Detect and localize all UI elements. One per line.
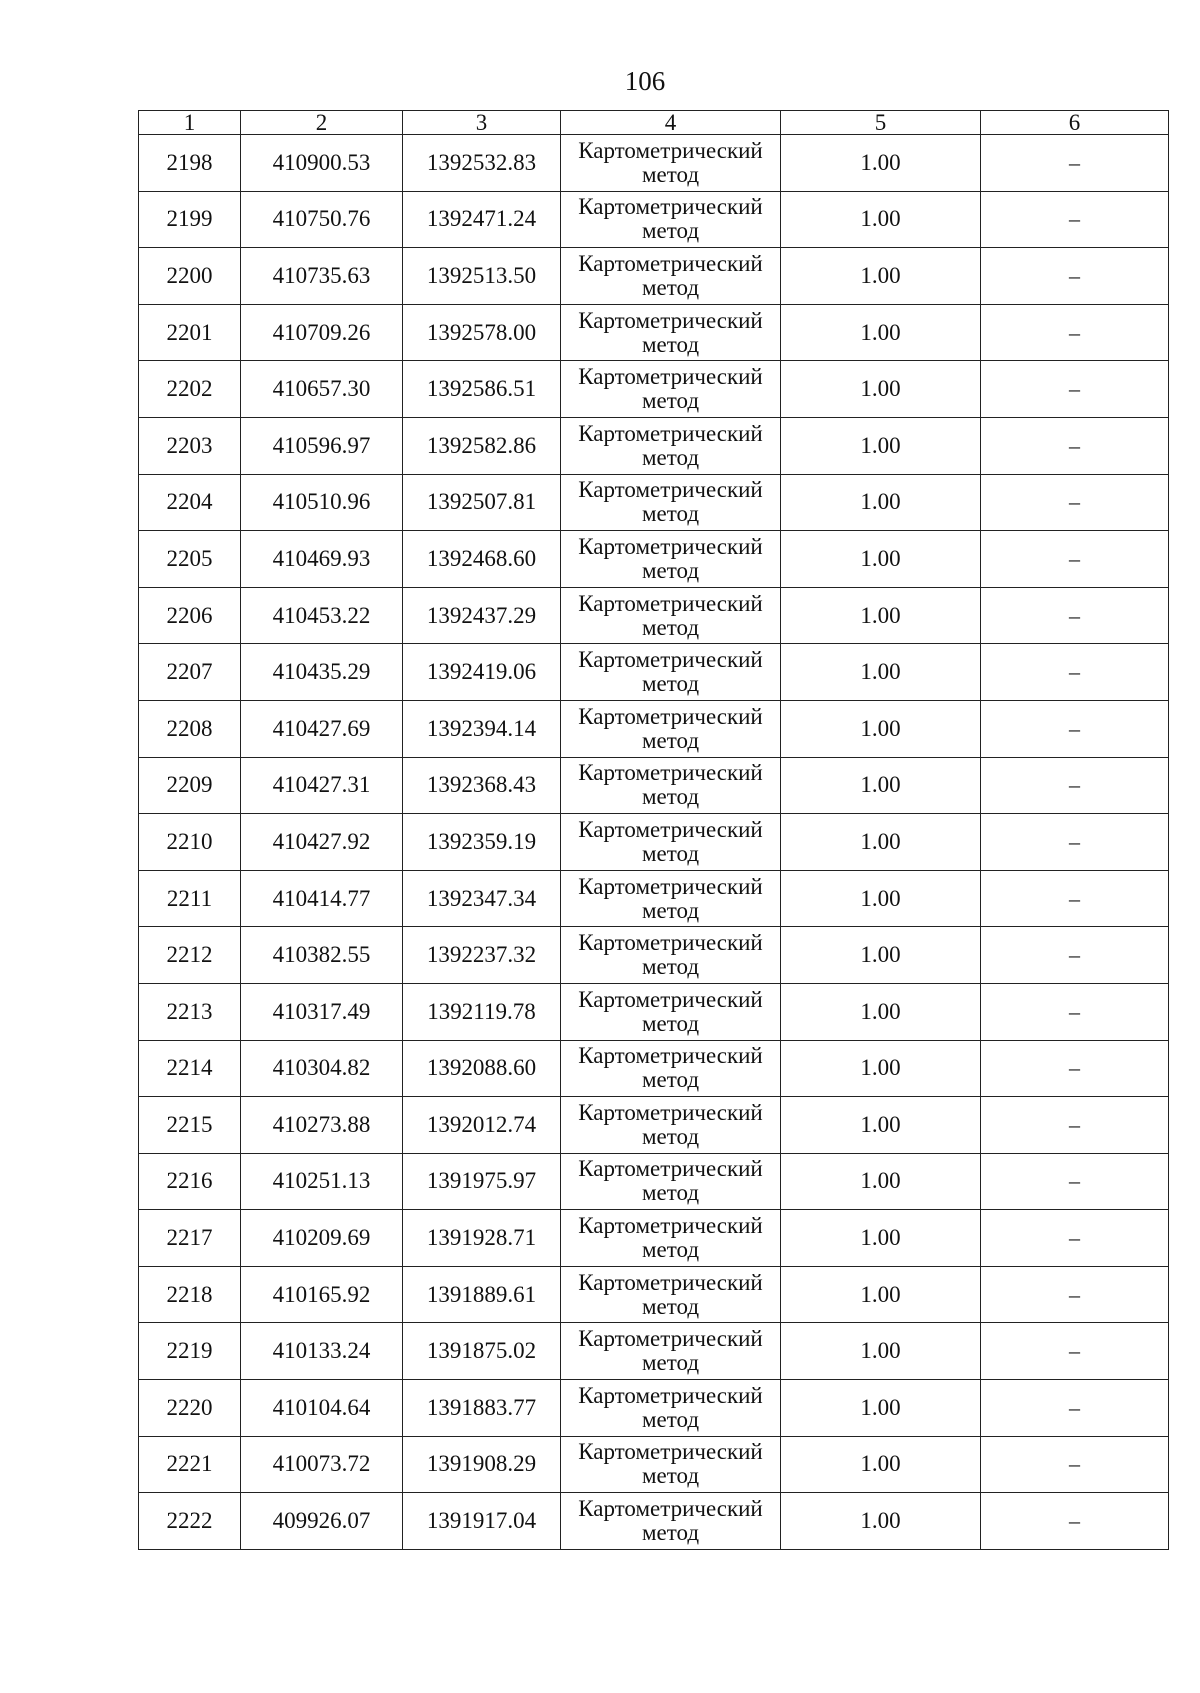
note: –	[981, 1210, 1169, 1267]
accuracy: 1.00	[781, 587, 981, 644]
accuracy: 1.00	[781, 474, 981, 531]
method-line-2: метод	[641, 840, 700, 866]
point-number: 2199	[139, 191, 241, 248]
accuracy: 1.00	[781, 1266, 981, 1323]
table-row	[139, 587, 1169, 644]
method-line-2: метод	[641, 1180, 700, 1206]
coordinate-y: 1392586.51	[403, 361, 561, 418]
note: –	[981, 700, 1169, 757]
method-line-1: Картометрический	[578, 1043, 763, 1069]
method-line-2: метод	[641, 1237, 700, 1263]
coordinate-y: 1391889.61	[403, 1266, 561, 1323]
point-number: 2210	[139, 814, 241, 871]
method-cell	[561, 304, 781, 361]
page-number: 106	[624, 66, 666, 96]
accuracy: 1.00	[781, 1323, 981, 1380]
method-line-1: Картометрический	[578, 986, 763, 1012]
coordinate-x: 410073.72	[241, 1436, 403, 1493]
method-line-1: Картометрический	[578, 930, 763, 956]
method-line-1: Картометрический	[578, 307, 763, 333]
method-cell	[561, 1040, 781, 1097]
table-row	[139, 814, 1169, 871]
accuracy: 1.00	[781, 248, 981, 305]
method-line-1: Картометрический	[578, 1439, 763, 1465]
coordinate-x: 410735.63	[241, 248, 403, 305]
coordinate-y: 1391908.29	[403, 1436, 561, 1493]
method-cell	[561, 870, 781, 927]
coordinates-table	[138, 110, 1169, 1550]
point-number: 2222	[139, 1493, 241, 1550]
method-cell	[561, 191, 781, 248]
coordinate-x: 410133.24	[241, 1323, 403, 1380]
coordinate-y: 1392471.24	[403, 191, 561, 248]
method-line-2: метод	[641, 1067, 700, 1093]
coordinate-x: 410273.88	[241, 1097, 403, 1154]
coordinate-x: 410414.77	[241, 870, 403, 927]
method-line-1: Картометрический	[578, 647, 763, 673]
coordinate-y: 1392368.43	[403, 757, 561, 814]
method-line-2: метод	[641, 161, 700, 187]
accuracy: 1.00	[781, 304, 981, 361]
table-row	[139, 474, 1169, 531]
method-line-2: метод	[641, 1463, 700, 1489]
coordinate-y: 1392394.14	[403, 700, 561, 757]
accuracy: 1.00	[781, 361, 981, 418]
method-cell	[561, 1323, 781, 1380]
coordinate-y: 1392088.60	[403, 1040, 561, 1097]
method-line-2: метод	[641, 274, 700, 300]
point-number: 2208	[139, 700, 241, 757]
table-row	[139, 870, 1169, 927]
method-line-1: Картометрический	[578, 250, 763, 276]
note: –	[981, 814, 1169, 871]
accuracy: 1.00	[781, 417, 981, 474]
point-number: 2200	[139, 248, 241, 305]
column-header: 4	[561, 111, 781, 135]
table-row	[139, 700, 1169, 757]
accuracy: 1.00	[781, 814, 981, 871]
method-line-2: метод	[641, 954, 700, 980]
accuracy: 1.00	[781, 1210, 981, 1267]
method-line-1: Картометрический	[578, 1269, 763, 1295]
method-line-1: Картометрический	[578, 1496, 763, 1522]
table-row	[139, 1493, 1169, 1550]
table-row	[139, 1097, 1169, 1154]
note: –	[981, 1436, 1169, 1493]
method-line-2: метод	[641, 671, 700, 697]
method-line-2: метод	[641, 614, 700, 640]
point-number: 2216	[139, 1153, 241, 1210]
point-number: 2219	[139, 1323, 241, 1380]
method-cell	[561, 700, 781, 757]
method-line-1: Картометрический	[578, 590, 763, 616]
point-number: 2212	[139, 927, 241, 984]
note: –	[981, 1323, 1169, 1380]
table-row	[139, 1436, 1169, 1493]
method-cell	[561, 587, 781, 644]
table-row	[139, 1040, 1169, 1097]
note: –	[981, 1097, 1169, 1154]
method-cell	[561, 983, 781, 1040]
method-line-2: метод	[641, 1520, 700, 1546]
point-number: 2221	[139, 1436, 241, 1493]
table-row	[139, 1153, 1169, 1210]
method-line-2: метод	[641, 444, 700, 470]
coordinate-x: 410435.29	[241, 644, 403, 701]
note: –	[981, 644, 1169, 701]
coordinate-y: 1392237.32	[403, 927, 561, 984]
point-number: 2209	[139, 757, 241, 814]
coordinate-y: 1392468.60	[403, 531, 561, 588]
method-line-2: метод	[641, 501, 700, 527]
coordinate-x: 410317.49	[241, 983, 403, 1040]
table-row	[139, 757, 1169, 814]
point-number: 2207	[139, 644, 241, 701]
coordinate-x: 410304.82	[241, 1040, 403, 1097]
coordinate-y: 1392507.81	[403, 474, 561, 531]
method-line-1: Картометрический	[578, 137, 763, 163]
point-number: 2205	[139, 531, 241, 588]
column-header: 1	[139, 111, 241, 135]
method-line-1: Картометрический	[578, 533, 763, 559]
coordinate-x: 410427.69	[241, 700, 403, 757]
coordinate-x: 410750.76	[241, 191, 403, 248]
note: –	[981, 1493, 1169, 1550]
table-row	[139, 361, 1169, 418]
coordinate-x: 410709.26	[241, 304, 403, 361]
method-cell	[561, 417, 781, 474]
accuracy: 1.00	[781, 1493, 981, 1550]
method-cell	[561, 1153, 781, 1210]
note: –	[981, 474, 1169, 531]
coordinate-y: 1391975.97	[403, 1153, 561, 1210]
method-line-1: Картометрический	[578, 1382, 763, 1408]
method-line-2: метод	[641, 1406, 700, 1432]
accuracy: 1.00	[781, 757, 981, 814]
coordinate-x: 409926.07	[241, 1493, 403, 1550]
method-cell	[561, 1266, 781, 1323]
method-line-2: метод	[641, 897, 700, 923]
table-row	[139, 1323, 1169, 1380]
coordinate-y: 1392419.06	[403, 644, 561, 701]
coordinate-y: 1392012.74	[403, 1097, 561, 1154]
accuracy: 1.00	[781, 927, 981, 984]
note: –	[981, 1266, 1169, 1323]
method-line-2: метод	[641, 1123, 700, 1149]
method-line-1: Картометрический	[578, 873, 763, 899]
method-line-2: метод	[641, 218, 700, 244]
method-line-2: метод	[641, 388, 700, 414]
method-line-1: Картометрический	[578, 477, 763, 503]
coordinate-y: 1392347.34	[403, 870, 561, 927]
point-number: 2201	[139, 304, 241, 361]
method-cell	[561, 1097, 781, 1154]
accuracy: 1.00	[781, 644, 981, 701]
table-row	[139, 191, 1169, 248]
note: –	[981, 1153, 1169, 1210]
coordinate-y: 1391917.04	[403, 1493, 561, 1550]
method-cell	[561, 248, 781, 305]
method-cell	[561, 757, 781, 814]
table-row	[139, 1266, 1169, 1323]
method-line-2: метод	[641, 557, 700, 583]
coordinate-y: 1391875.02	[403, 1323, 561, 1380]
method-cell	[561, 1493, 781, 1550]
method-line-1: Картометрический	[578, 1156, 763, 1182]
table-row	[139, 983, 1169, 1040]
accuracy: 1.00	[781, 700, 981, 757]
accuracy: 1.00	[781, 135, 981, 192]
accuracy: 1.00	[781, 191, 981, 248]
method-cell	[561, 135, 781, 192]
method-line-2: метод	[641, 331, 700, 357]
note: –	[981, 1380, 1169, 1437]
coordinate-y: 1392513.50	[403, 248, 561, 305]
method-line-1: Картометрический	[578, 816, 763, 842]
method-line-1: Картометрический	[578, 760, 763, 786]
coordinate-y: 1391928.71	[403, 1210, 561, 1267]
column-header: 6	[981, 111, 1169, 135]
method-line-1: Картометрический	[578, 1326, 763, 1352]
method-cell	[561, 1436, 781, 1493]
coordinate-y: 1392582.86	[403, 417, 561, 474]
accuracy: 1.00	[781, 870, 981, 927]
note: –	[981, 587, 1169, 644]
note: –	[981, 757, 1169, 814]
method-line-2: метод	[641, 784, 700, 810]
coordinate-x: 410596.97	[241, 417, 403, 474]
point-number: 2214	[139, 1040, 241, 1097]
table-row	[139, 248, 1169, 305]
point-number: 2215	[139, 1097, 241, 1154]
note: –	[981, 304, 1169, 361]
note: –	[981, 870, 1169, 927]
method-line-1: Картометрический	[578, 364, 763, 390]
coordinate-y: 1392437.29	[403, 587, 561, 644]
accuracy: 1.00	[781, 1380, 981, 1437]
method-cell	[561, 1380, 781, 1437]
point-number: 2204	[139, 474, 241, 531]
coordinate-y: 1392359.19	[403, 814, 561, 871]
method-cell	[561, 1210, 781, 1267]
method-cell	[561, 814, 781, 871]
coordinate-y: 1392119.78	[403, 983, 561, 1040]
method-line-1: Картометрический	[578, 1099, 763, 1125]
coordinate-x: 410165.92	[241, 1266, 403, 1323]
note: –	[981, 135, 1169, 192]
table-row	[139, 304, 1169, 361]
method-line-1: Картометрический	[578, 703, 763, 729]
coordinate-x: 410104.64	[241, 1380, 403, 1437]
method-line-2: метод	[641, 1293, 700, 1319]
coordinate-x: 410453.22	[241, 587, 403, 644]
accuracy: 1.00	[781, 1040, 981, 1097]
point-number: 2203	[139, 417, 241, 474]
point-number: 2211	[139, 870, 241, 927]
method-cell	[561, 927, 781, 984]
coordinate-y: 1392532.83	[403, 135, 561, 192]
method-line-1: Картометрический	[578, 420, 763, 446]
point-number: 2202	[139, 361, 241, 418]
point-number: 2217	[139, 1210, 241, 1267]
method-line-1: Картометрический	[578, 1213, 763, 1239]
accuracy: 1.00	[781, 1153, 981, 1210]
note: –	[981, 417, 1169, 474]
coordinate-x: 410209.69	[241, 1210, 403, 1267]
note: –	[981, 531, 1169, 588]
accuracy: 1.00	[781, 1436, 981, 1493]
table-row	[139, 644, 1169, 701]
accuracy: 1.00	[781, 531, 981, 588]
table-header-row	[139, 111, 1169, 135]
table-row	[139, 531, 1169, 588]
coordinate-y: 1391883.77	[403, 1380, 561, 1437]
note: –	[981, 361, 1169, 418]
accuracy: 1.00	[781, 983, 981, 1040]
method-line-2: метод	[641, 727, 700, 753]
coordinate-x: 410427.31	[241, 757, 403, 814]
note: –	[981, 191, 1169, 248]
note: –	[981, 983, 1169, 1040]
coordinate-y: 1392578.00	[403, 304, 561, 361]
method-cell	[561, 474, 781, 531]
method-cell	[561, 361, 781, 418]
table-row	[139, 135, 1169, 192]
coordinate-x: 410510.96	[241, 474, 403, 531]
point-number: 2206	[139, 587, 241, 644]
table-row	[139, 1380, 1169, 1437]
method-line-2: метод	[641, 1350, 700, 1376]
method-line-1: Картометрический	[578, 194, 763, 220]
coordinate-x: 410900.53	[241, 135, 403, 192]
note: –	[981, 927, 1169, 984]
point-number: 2213	[139, 983, 241, 1040]
note: –	[981, 248, 1169, 305]
note: –	[981, 1040, 1169, 1097]
table-row	[139, 927, 1169, 984]
coordinate-x: 410657.30	[241, 361, 403, 418]
column-header: 5	[781, 111, 981, 135]
coordinate-x: 410251.13	[241, 1153, 403, 1210]
column-header: 2	[241, 111, 403, 135]
point-number: 2198	[139, 135, 241, 192]
coordinate-x: 410382.55	[241, 927, 403, 984]
column-header: 3	[403, 111, 561, 135]
method-cell	[561, 531, 781, 588]
method-cell	[561, 644, 781, 701]
table-row	[139, 417, 1169, 474]
table-row	[139, 1210, 1169, 1267]
coordinate-x: 410469.93	[241, 531, 403, 588]
point-number: 2220	[139, 1380, 241, 1437]
method-line-2: метод	[641, 1010, 700, 1036]
accuracy: 1.00	[781, 1097, 981, 1154]
point-number: 2218	[139, 1266, 241, 1323]
coordinate-x: 410427.92	[241, 814, 403, 871]
